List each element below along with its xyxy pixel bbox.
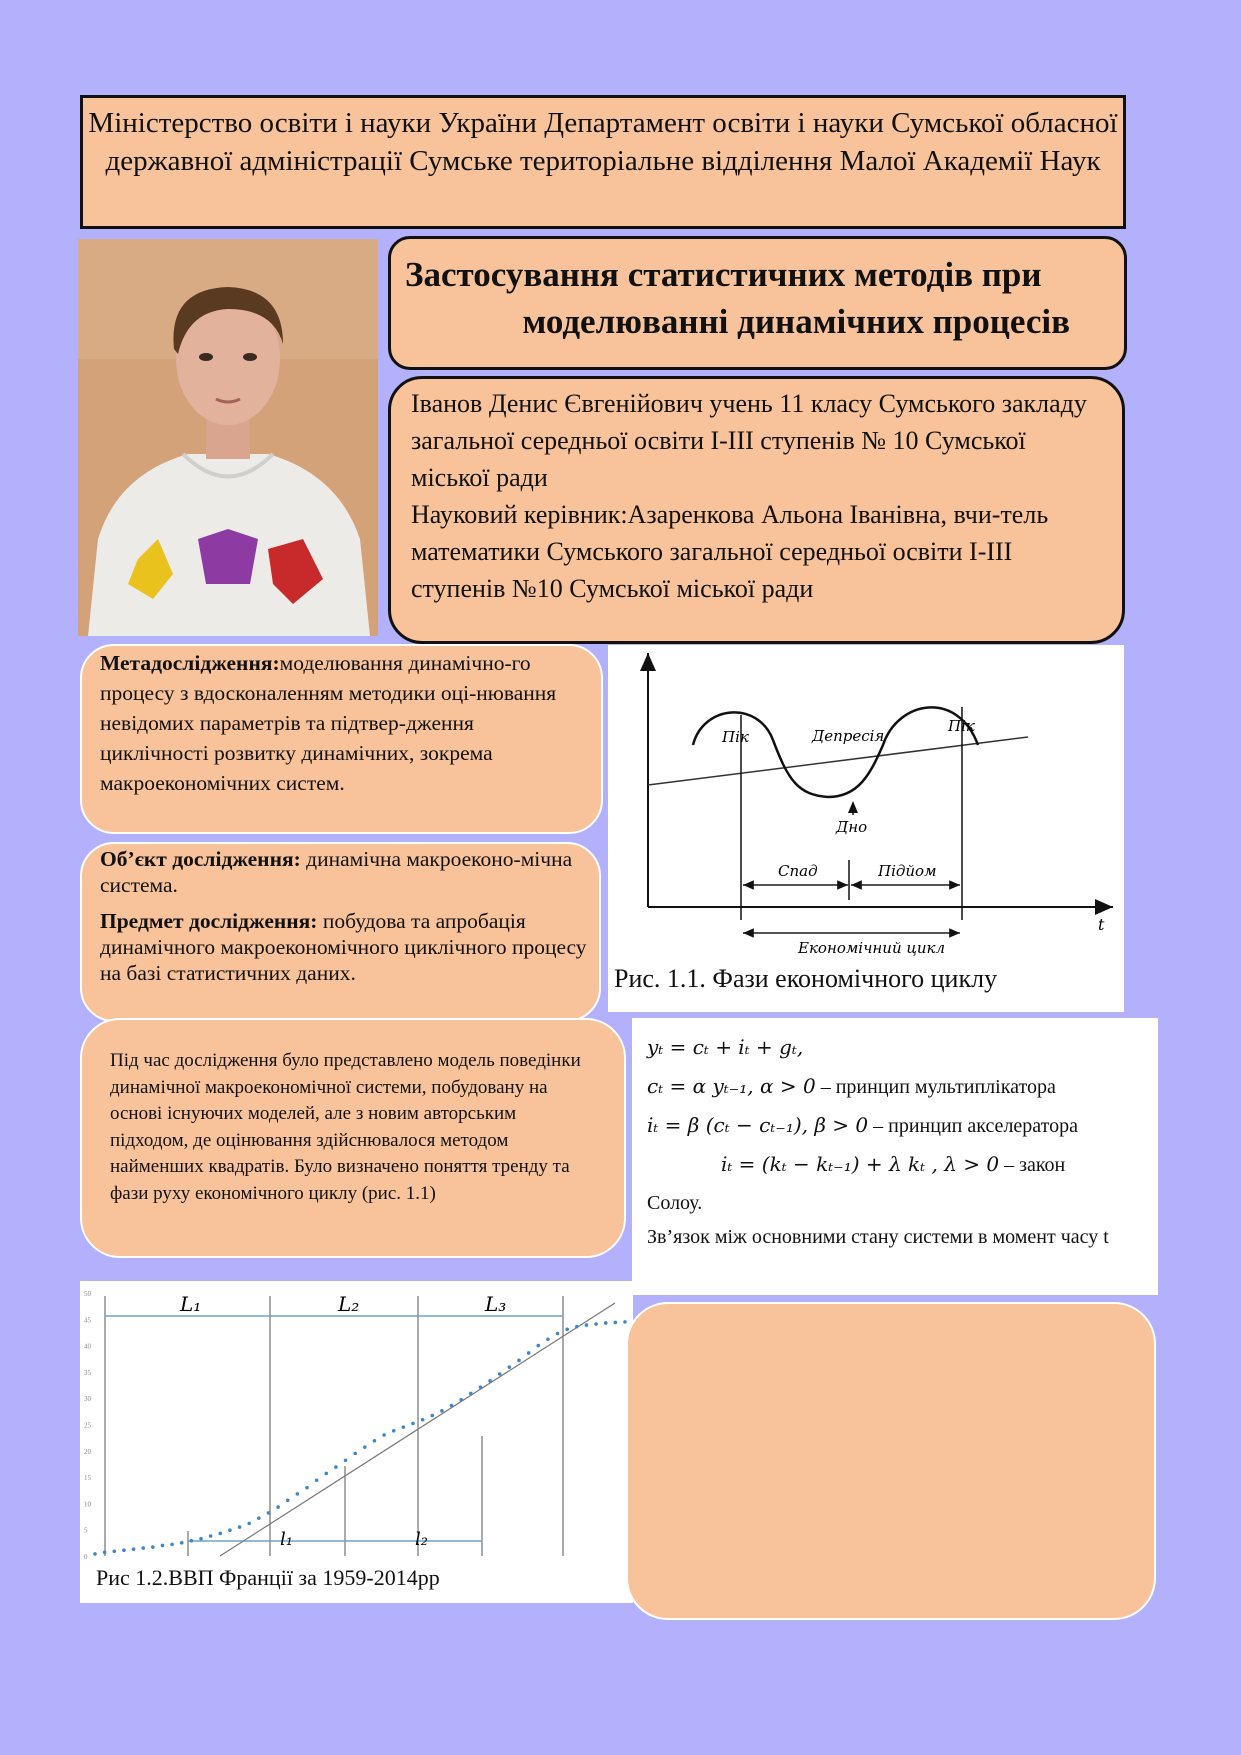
gdp-data-point <box>623 1320 627 1324</box>
gdp-data-point <box>440 1409 444 1413</box>
gdp-data-point <box>488 1379 492 1383</box>
y-tick-label: 50 <box>84 1290 91 1298</box>
gdp-data-point <box>103 1551 107 1555</box>
gdp-data-point <box>190 1539 194 1543</box>
formula-2-text: – принцип мультиплікатора <box>815 1076 1056 1098</box>
research-object-text: динамічна макроеконо-мічна система. <box>100 847 573 897</box>
gdp-data-point <box>247 1522 251 1526</box>
economic-cycle-diagram <box>608 645 1124 1012</box>
formula-2 <box>647 1067 1158 1106</box>
gdp-data-point <box>305 1486 309 1490</box>
formula-3-text: – принцип акселератора <box>868 1115 1079 1137</box>
y-tick-label: 15 <box>84 1474 91 1483</box>
gdp-data-point <box>180 1541 184 1545</box>
gdp-data-point <box>604 1321 608 1325</box>
author-student: Іванов Денис Євгенійович учень 11 класу Сумського закладу загальної середньої освіти І-ІІІ ступенів № 10 Сумської міської ради <box>411 389 1087 492</box>
label-l2: l₂ <box>415 1529 428 1550</box>
y-tick-label: 40 <box>84 1342 91 1351</box>
methodology-section <box>80 644 603 834</box>
formula-3-expr: iₜ = β (cₜ − cₜ₋₁), β > 0 <box>647 1113 869 1137</box>
label-peak-left: Пік <box>722 728 749 746</box>
y-tick-label: 35 <box>84 1368 91 1377</box>
y-tick-label: 30 <box>84 1395 91 1404</box>
label-cycle: Економічний цикл <box>798 939 946 957</box>
gdp-data-point <box>257 1516 261 1520</box>
y-tick-label: 0 <box>84 1553 88 1561</box>
label-L3: L₃ <box>485 1292 507 1316</box>
y-tick-label: 10 <box>84 1500 91 1509</box>
gdp-data-point <box>479 1385 483 1389</box>
author-photo <box>78 239 378 636</box>
label-peak-right: Пік <box>948 717 975 735</box>
gdp-data-point <box>276 1505 280 1509</box>
gdp-data-point <box>450 1404 454 1408</box>
gdp-data-point <box>93 1552 97 1556</box>
label-L2: L₂ <box>338 1292 360 1316</box>
research-object-section <box>80 842 601 1022</box>
y-tick-label: 25 <box>84 1421 91 1430</box>
gdp-data-point <box>151 1545 155 1549</box>
gdp-data-point <box>556 1332 560 1336</box>
gdp-data-point <box>141 1546 145 1550</box>
y-tick-label: 20 <box>84 1447 91 1456</box>
gdp-data-point <box>421 1418 425 1422</box>
gdp-france-figure <box>80 1281 633 1603</box>
gdp-data-point <box>170 1543 174 1547</box>
gdp-data-point <box>373 1439 377 1443</box>
gdp-data-point <box>199 1537 203 1541</box>
gdp-data-point <box>122 1548 126 1552</box>
gdp-data-point <box>392 1429 396 1433</box>
formula-4-continuation: Солоу. <box>647 1192 703 1214</box>
gdp-data-point <box>228 1528 232 1532</box>
y-tick-label: 45 <box>84 1316 91 1325</box>
formula-note: Зв’язок між основними стану системи в момент часу t <box>647 1226 1109 1248</box>
label-L1: L₁ <box>180 1292 202 1316</box>
model-formulas <box>632 1018 1158 1295</box>
gdp-data-point <box>536 1344 540 1348</box>
gdp-data-point <box>334 1465 338 1469</box>
institution-header <box>80 95 1126 229</box>
gdp-data-point <box>353 1452 357 1456</box>
poster-title <box>388 236 1127 370</box>
research-object-label: Об’єкт дослідження: <box>100 847 301 871</box>
title-line-2: моделюванні динамічних процесів <box>522 302 1070 341</box>
research-subject-label: Предмет дослідження: <box>100 909 318 933</box>
gdp-data-point <box>527 1351 531 1355</box>
label-rise: Підйом <box>878 862 937 880</box>
formula-2-expr: cₜ = α yₜ₋₁, α > 0 <box>647 1074 816 1098</box>
gdp-data-point <box>469 1392 473 1396</box>
label-bottom: Дно <box>836 818 868 836</box>
formula-4 <box>647 1145 1158 1184</box>
gdp-data-point <box>594 1322 598 1326</box>
gdp-data-point <box>382 1433 386 1437</box>
label-l1: l₁ <box>280 1529 293 1550</box>
gdp-scatter-chart <box>80 1281 633 1603</box>
label-depression: Депресія <box>812 727 885 745</box>
formula-4-expr: iₜ = (kₜ − kₜ₋₁) + λ kₜ , λ > 0 <box>721 1152 1000 1176</box>
gdp-data-point <box>575 1325 579 1329</box>
gdp-data-point <box>286 1498 290 1502</box>
gdp-data-point <box>498 1372 502 1376</box>
gdp-data-point <box>363 1445 367 1449</box>
gdp-data-point <box>238 1525 242 1529</box>
gdp-data-point <box>546 1337 550 1341</box>
formula-4-text: – закон <box>999 1154 1066 1176</box>
research-subject <box>100 908 591 986</box>
gdp-data-point <box>517 1359 521 1363</box>
cycle-curve <box>693 707 978 797</box>
gdp-data-point <box>218 1532 222 1536</box>
gdp-data-point <box>161 1544 165 1548</box>
formula-1 <box>647 1028 1158 1067</box>
gdp-data-point <box>402 1425 406 1429</box>
research-object <box>100 846 591 898</box>
gdp-data-point <box>411 1422 415 1426</box>
figure1-caption: Рис. 1.1. Фази економічного циклу <box>614 964 998 993</box>
research-subject-text: побудова та апробація динамічного макроекономічного циклічного процесу на базі статистичних даних. <box>100 909 587 985</box>
formula-3 <box>647 1106 1158 1145</box>
y-tick-label: 5 <box>84 1526 88 1535</box>
gdp-data-point <box>112 1549 116 1553</box>
title-line-1: Застосування статистичних методів при <box>405 255 1042 294</box>
author-supervisor: Науковий керівник:Азаренкова Альона Іванівна, вчи-тель математики Сумського загальної середньої освіти І-ІІІ ступенів №10 Сумської міської ради <box>411 500 1049 603</box>
gdp-data-point <box>614 1321 618 1325</box>
gdp-data-point <box>132 1547 136 1551</box>
gdp-data-point <box>565 1327 569 1331</box>
gdp-data-point <box>296 1492 300 1496</box>
gdp-data-point <box>209 1534 213 1538</box>
gdp-data-point <box>267 1511 271 1515</box>
figure2-caption: Рис 1.2.ВВП Франції за 1959-2014рр <box>96 1565 440 1590</box>
gdp-data-point <box>508 1365 512 1369</box>
gdp-data-point <box>430 1414 434 1418</box>
results-section <box>626 1302 1156 1620</box>
gdp-data-point <box>324 1472 328 1476</box>
gdp-data-point <box>315 1478 319 1482</box>
economic-cycle-figure <box>608 645 1124 1012</box>
gdp-data-point <box>459 1398 463 1402</box>
formula-1-expr: yₜ = cₜ + iₜ + gₜ, <box>647 1035 804 1059</box>
model-description-text: Під час дослідження було представлено модель поведінки динамічної макроекономічної системи, побудовану на основі існуючих моделей, але з новим авторським підходом, де оцінювання здійснювалося методом найменших квадратів. Було визначено поняття тренду та фази руху економічного циклу (рис. 1.1) <box>110 1050 581 1204</box>
methodology-text: моделювання динамічно-го процесу з вдосконаленням методики оці-нювання невідомих параметрів та підтвер-дження циклічності розвитку динамічних, зокрема макроекономічних систем. <box>100 651 557 795</box>
institution-header-text: Міністерство освіти і науки України Департамент освіти і науки Сумської обласної державної адміністрації Сумське територіальне відділення Малої Академії Наук <box>88 107 1118 177</box>
label-decline: Спад <box>778 862 818 880</box>
model-description <box>80 1018 626 1258</box>
label-t-axis: t <box>1098 915 1105 934</box>
gdp-data-point <box>585 1323 589 1327</box>
methodology-label: Метадослідження: <box>100 651 280 675</box>
gdp-data-point <box>344 1458 348 1462</box>
author-info <box>388 376 1125 644</box>
